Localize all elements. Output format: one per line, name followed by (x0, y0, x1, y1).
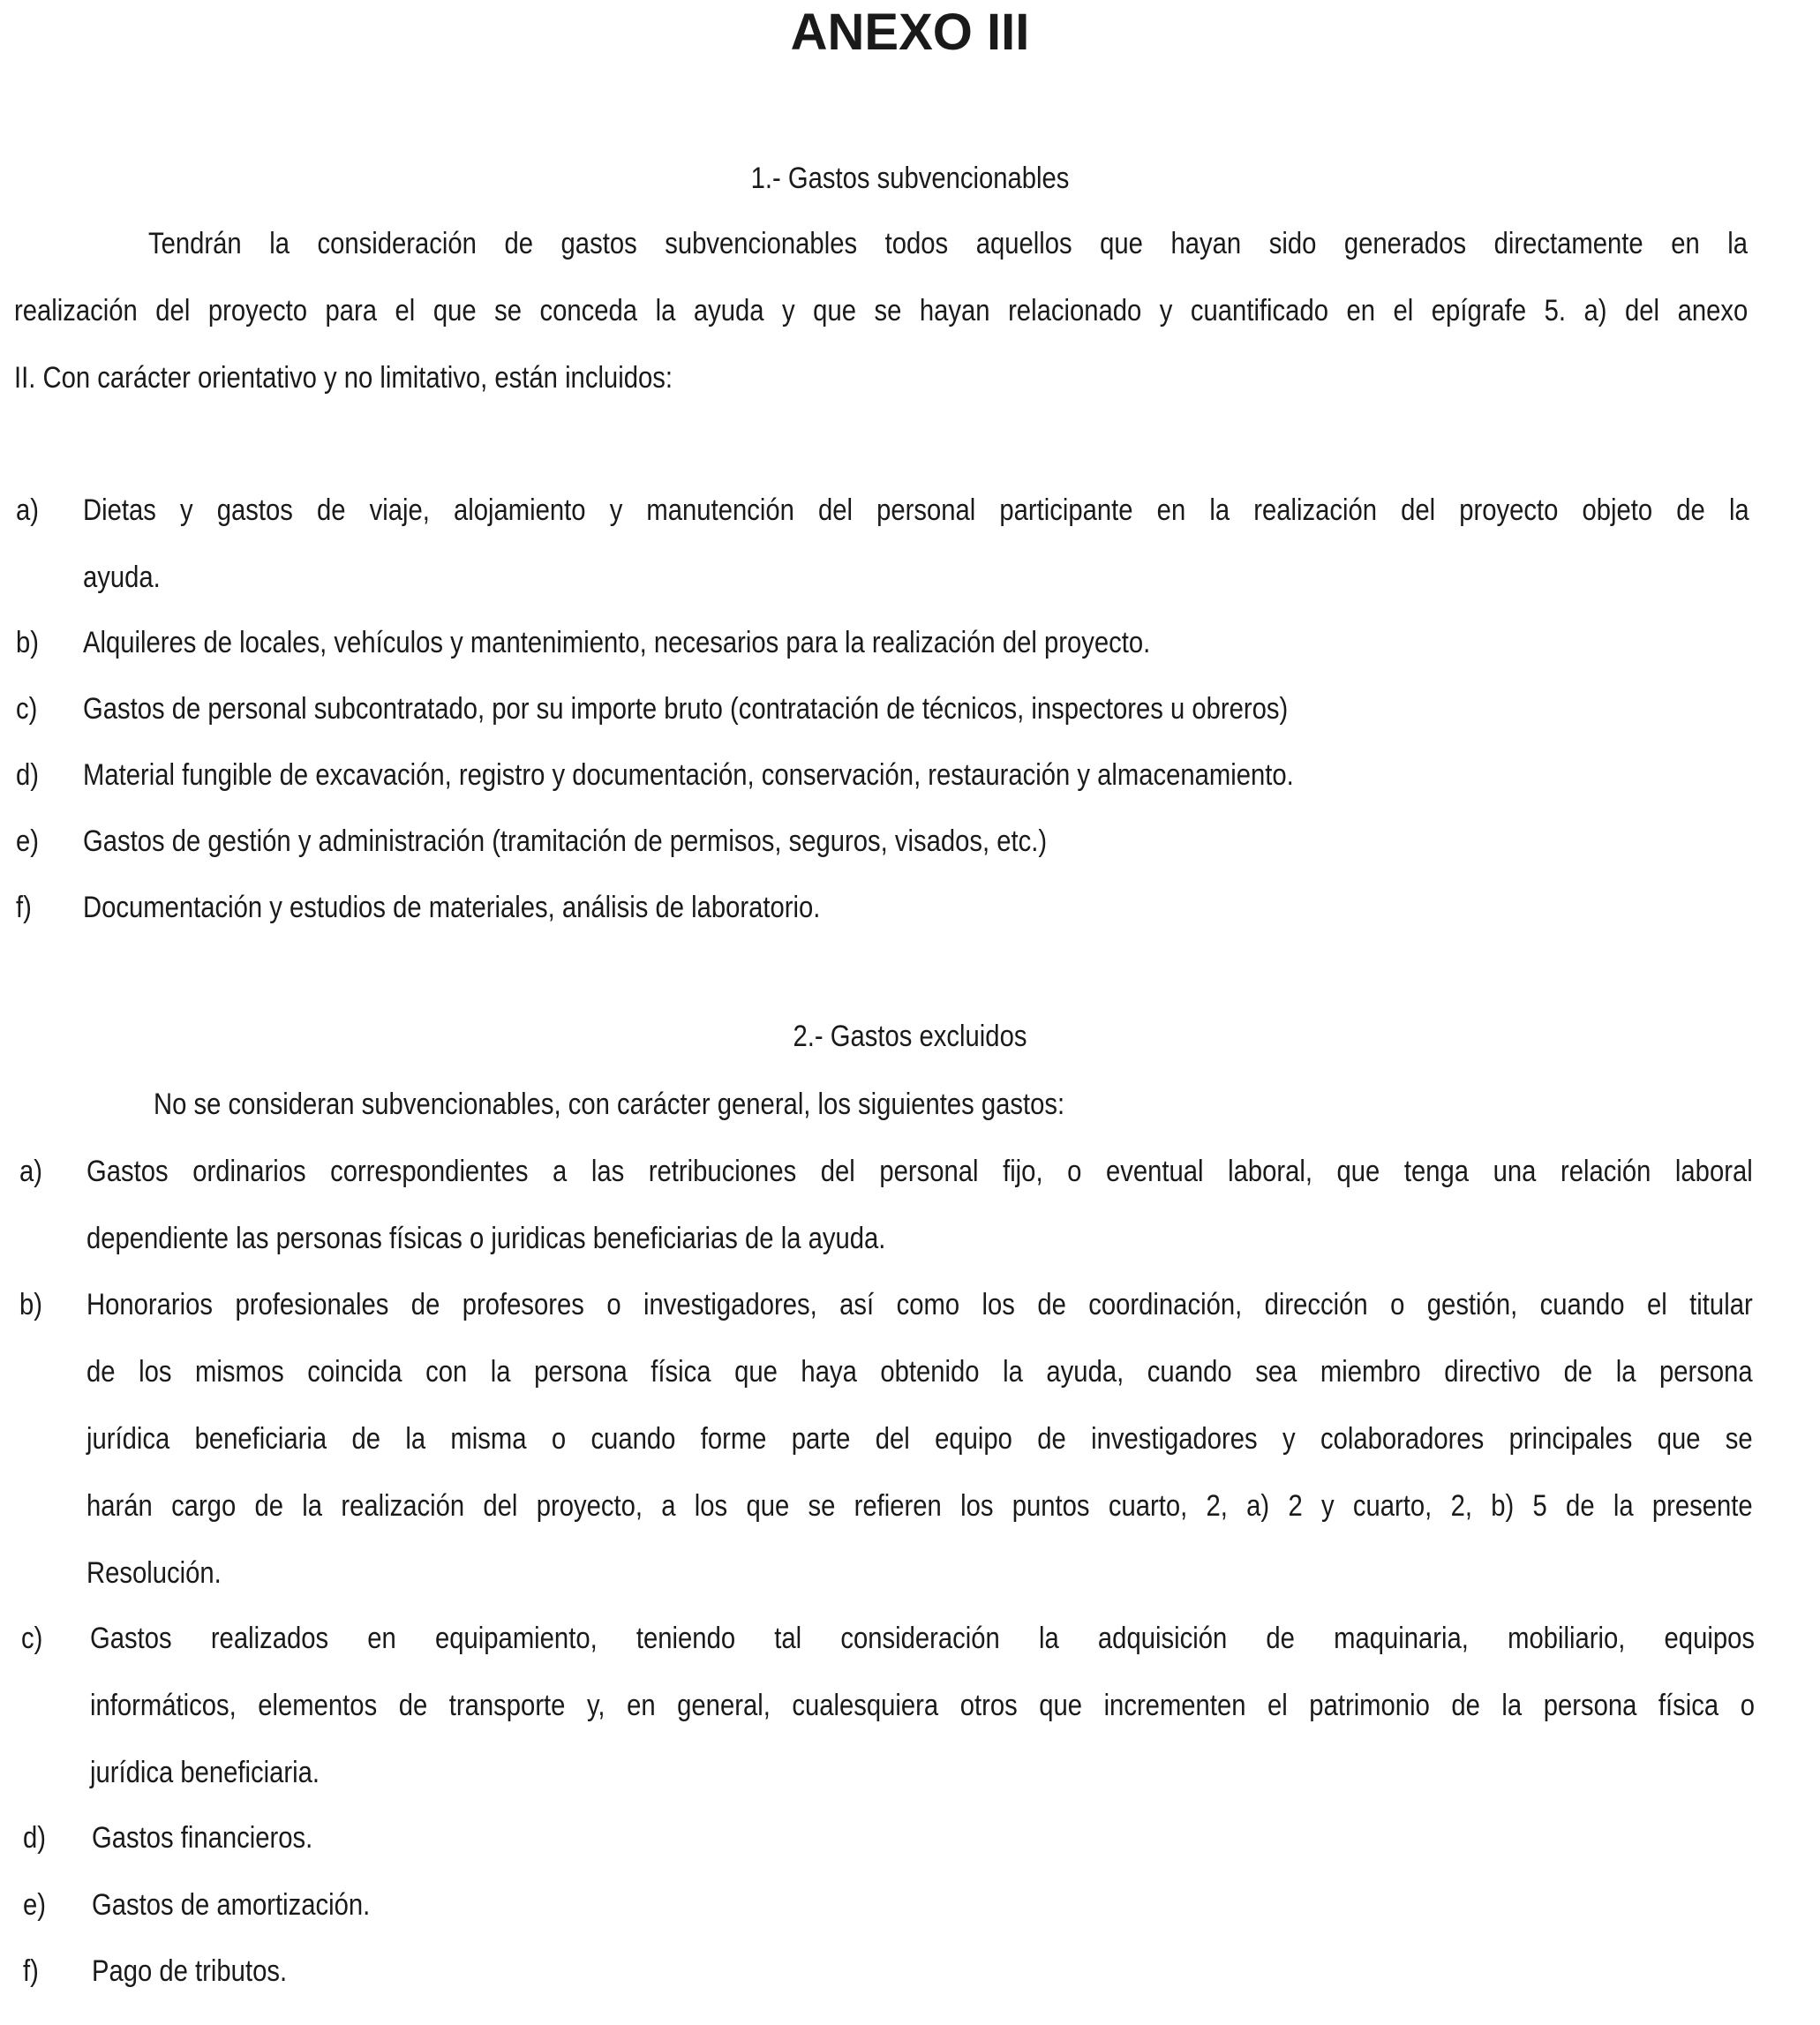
section-1-item-c-marker: c) (16, 692, 38, 726)
section-2-item-a-marker: a) (19, 1155, 43, 1188)
section-1-heading: 1.- Gastos subvencionables (750, 162, 1070, 195)
section-2-item-c-line-2: informáticos, elementos de transporte y, en general, cualesquiera otros que incrementen el patrimonio de la persona física o (90, 1689, 1755, 1722)
section-2-item-b-line-4: harán cargo de la realización del proyecto, a los que se refieren los puntos cuarto, 2, a) 2 y cuarto, 2, b) 5 de la presente (86, 1489, 1753, 1523)
section-1-item-d-text: Material fungible de excavación, registro y documentación, conservación, restauración y almacenamiento. (83, 758, 1294, 792)
section-2-item-f-marker: f) (23, 1954, 39, 1988)
section-1-item-f-text: Documentación y estudios de materiales, análisis de laboratorio. (83, 891, 821, 924)
section-2-item-e-marker: e) (23, 1888, 47, 1922)
section-2-item-a-line-1: Gastos ordinarios correspondientes a las retribuciones del personal fijo, o eventual laboral, que tenga una relación laboral (86, 1155, 1753, 1188)
section-2-item-b-line-5: Resolución. (86, 1556, 222, 1590)
section-1-intro-line-2: realización del proyecto para el que se conceda la ayuda y que se hayan relacionado y cuantificado en el epígrafe 5. a) del anexo (14, 294, 1749, 327)
section-2-heading: 2.- Gastos excluidos (793, 1020, 1027, 1053)
section-2-item-b-marker: b) (19, 1288, 43, 1321)
section-1-intro-line-1: Tendrán la consideración de gastos subvencionables todos aquellos que hayan sido generados directamente en la (148, 227, 1749, 260)
section-2-item-a-line-2: dependiente las personas físicas o juridicas beneficiarias de la ayuda. (86, 1222, 886, 1255)
section-1-item-a-marker: a) (16, 493, 40, 527)
section-2-item-d-marker: d) (23, 1821, 47, 1855)
section-1-item-d-marker: d) (16, 758, 40, 792)
section-1-item-e-text: Gastos de gestión y administración (tramitación de permisos, seguros, visados, etc.) (83, 824, 1048, 858)
section-2-item-c-line-3: jurídica beneficiaria. (90, 1756, 320, 1789)
section-1-item-b-marker: b) (16, 626, 40, 659)
section-1-item-f-marker: f) (16, 891, 32, 924)
section-2-item-f-text: Pago de tributos. (92, 1954, 288, 1988)
section-1-intro-line-3: II. Con carácter orientativo y no limitativo, están incluidos: (14, 361, 673, 395)
section-2-item-b-line-1: Honorarios profesionales de profesores o investigadores, así como los de coordinación, dirección o gestión, cuando el titular (86, 1288, 1753, 1321)
section-2-item-b-line-3: jurídica beneficiaria de la misma o cuando forme parte del equipo de investigadores y colaboradores principales que se (86, 1422, 1753, 1456)
section-1-item-c-text: Gastos de personal subcontratado, por su importe bruto (contratación de técnicos, inspectores u obreros) (83, 692, 1289, 726)
section-2-intro: No se consideran subvencionables, con carácter general, los siguientes gastos: (154, 1088, 1065, 1121)
section-1-item-a-line-1: Dietas y gastos de viaje, alojamiento y manutención del personal participante en la realización del proyecto objeto de la (83, 493, 1749, 527)
section-1-item-b-text: Alquileres de locales, vehículos y mantenimiento, necesarios para la realización del proyecto. (83, 626, 1151, 659)
section-2-item-b-line-2: de los mismos coincida con la persona física que haya obtenido la ayuda, cuando sea miembro directivo de la persona (86, 1355, 1753, 1389)
section-1-item-a-line-2: ayuda. (83, 561, 161, 594)
section-2-item-c-line-1: Gastos realizados en equipamiento, teniendo tal consideración la adquisición de maquinaria, mobiliario, equipos (90, 1622, 1755, 1655)
section-1-item-e-marker: e) (16, 824, 40, 858)
section-2-item-d-text: Gastos financieros. (92, 1821, 313, 1855)
section-2-item-c-marker: c) (21, 1622, 43, 1655)
document-title: ANEXO III (790, 4, 1030, 61)
section-2-item-e-text: Gastos de amortización. (92, 1888, 371, 1922)
